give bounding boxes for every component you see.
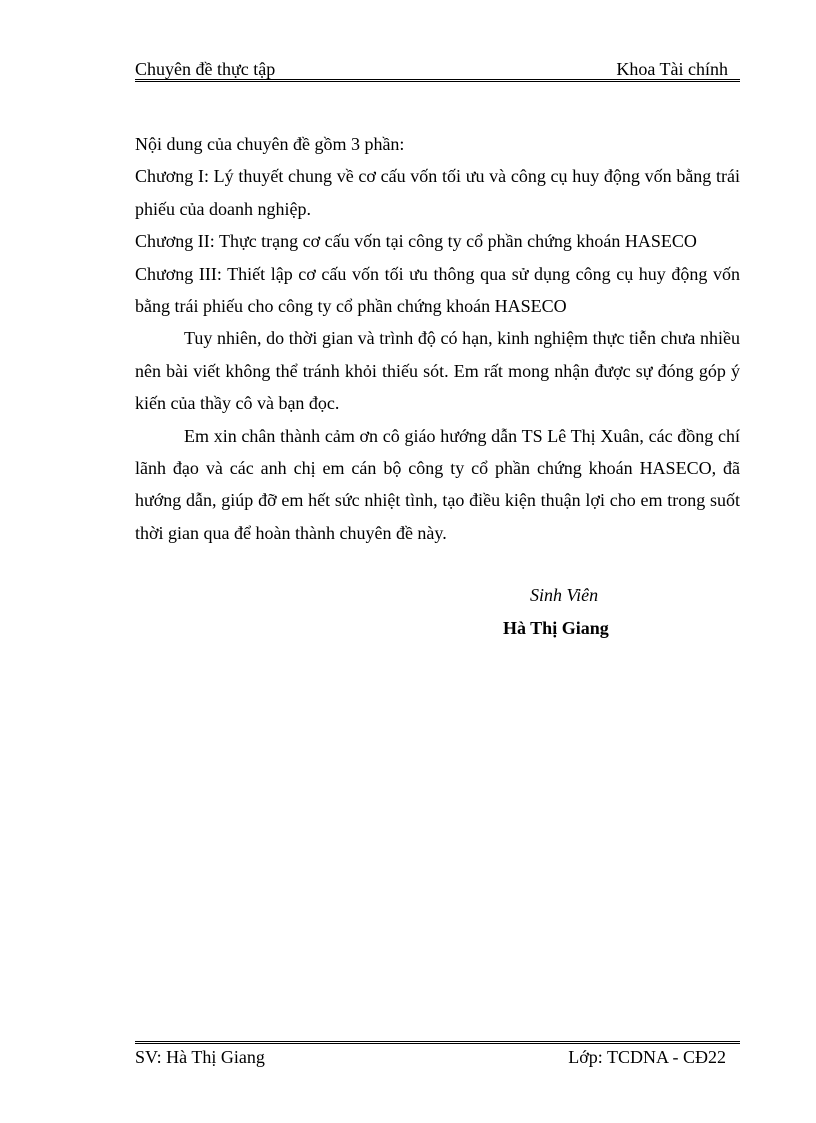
paragraph-limitations: Tuy nhiên, do thời gian và trình độ có hạn, kinh nghiệm thực tiễn chưa nhiều nên bài viết không thể tránh khỏi thiếu sót. Em rất mong nhận được sự đóng góp ý kiến của thầy cô và bạn đọc. xyxy=(135,328,740,414)
chapter-1: Chương I: Lý thuyết chung về cơ cấu vốn tối ưu và công cụ huy động vốn bằng trái phiếu của doanh nghiệp. xyxy=(135,166,740,219)
footer-class: Lớp: TCDNA - CĐ22 xyxy=(568,1047,726,1067)
chapter-3: Chương III: Thiết lập cơ cấu vốn tối ưu thông qua sử dụng công cụ huy động vốn bằng trái phiếu cho công ty cổ phần chứng khoán HASECO xyxy=(135,263,740,317)
footer-divider xyxy=(135,1041,740,1044)
header-department: Khoa Tài chính xyxy=(616,59,728,79)
footer-student: SV: Hà Thị Giang xyxy=(135,1047,265,1067)
page-footer xyxy=(135,1046,740,1070)
signature-role: Sinh Viên xyxy=(530,585,599,605)
header-divider xyxy=(135,79,740,82)
document-body xyxy=(135,128,740,549)
intro-line: Nội dung của chuyên đề gồm 3 phần: xyxy=(135,134,405,154)
paragraph-acknowledgement: Em xin chân thành cảm ơn cô giáo hướng dẫn TS Lê Thị Xuân, các đồng chí lãnh đạo và các anh chị em cán bộ công ty cổ phần chứng khoán HASECO, đã hướng dẫn, giúp đỡ em hết sức nhiệt tình, tạo điều kiện thuận lợi cho em trong suốt thời gian qua để hoàn thành chuyên đề này. xyxy=(135,425,740,543)
signature-name: Hà Thị Giang xyxy=(503,618,609,638)
chapter-2: Chương II: Thực trạng cơ cấu vốn tại công ty cổ phần chứng khoán HASECO xyxy=(135,231,697,252)
header-title: Chuyên đề thực tập xyxy=(135,59,276,79)
